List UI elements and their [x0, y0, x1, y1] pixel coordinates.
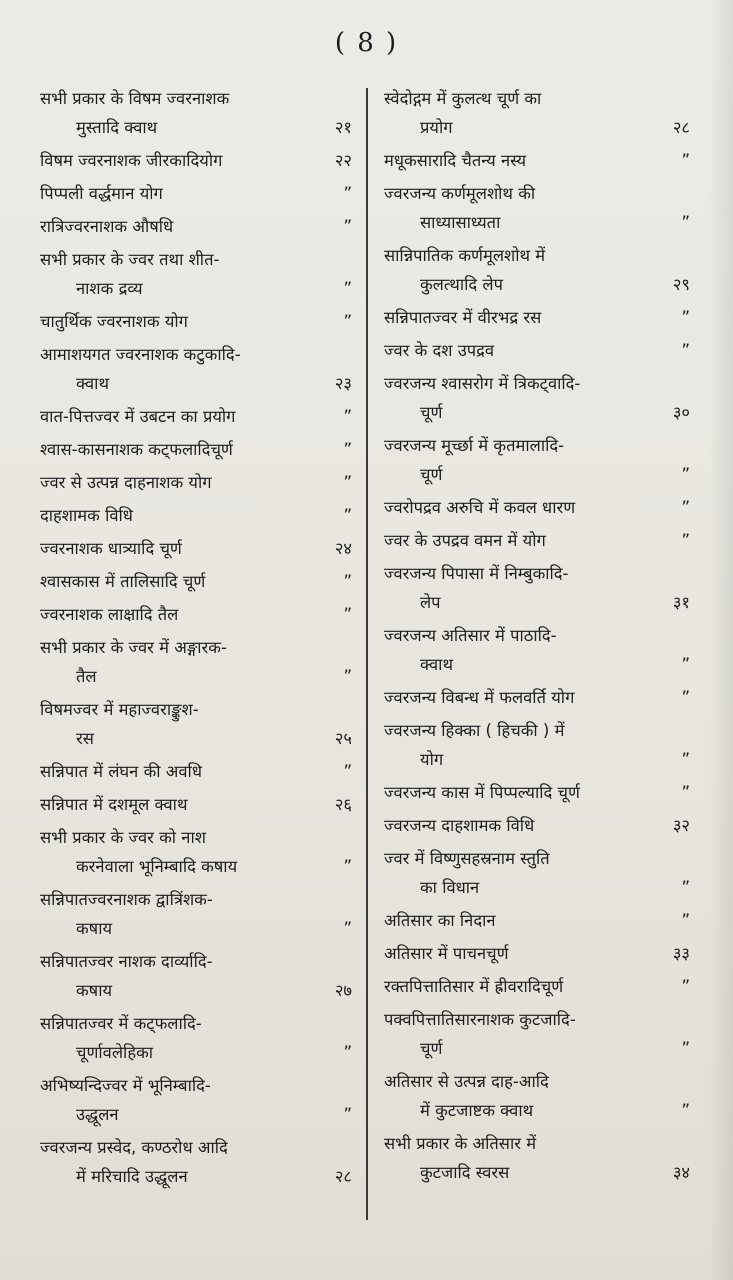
- index-entry: [384, 559, 690, 617]
- entry-page-number: ”: [681, 213, 690, 232]
- page-edge-shadow: [709, 0, 733, 1280]
- entry-page-number: ३३: [672, 944, 690, 963]
- entry-title-line: सान्निपातिक कर्णमूलशोथ में: [384, 246, 546, 265]
- entry-title-line: सन्निपात में दशमूल क्वाथ: [40, 795, 188, 814]
- index-entry: [384, 1129, 690, 1187]
- index-entry: [40, 633, 352, 691]
- entry-page-number: ”: [343, 407, 352, 426]
- entry-title-line: ज्वरनाशक लाक्षादि तैल: [40, 605, 179, 624]
- entry-title-line: क्वाथ: [76, 374, 109, 393]
- entry-title-line: क्वाथ: [420, 655, 453, 674]
- index-entry: [384, 526, 690, 555]
- entry-title-line: साध्यासाध्यता: [420, 213, 501, 232]
- entry-page-number: २९: [672, 275, 690, 294]
- entry-title-line: उद्धूलन: [76, 1105, 119, 1124]
- entry-title-line: सभी प्रकार के विषम ज्वरनाशक: [40, 89, 230, 108]
- index-entry: [40, 212, 352, 241]
- entry-title-line: ज्वरजन्य अतिसार में पाठादि-: [384, 626, 557, 645]
- entry-title-line: अतिसार से उत्पन्न दाह-आदि: [384, 1072, 549, 1091]
- entry-page-number: ”: [681, 783, 690, 802]
- entry-page-number: ”: [343, 312, 352, 331]
- index-entry: [384, 716, 690, 774]
- entry-title-line: ज्वर में विष्णुसहस्रनाम स्तुति: [384, 849, 550, 868]
- entry-page-number: २४: [334, 539, 352, 558]
- entry-title-line: लेप: [420, 593, 441, 612]
- entry-page-number: ”: [343, 279, 352, 298]
- entry-page-number: ३०: [672, 403, 690, 422]
- index-entry: [384, 431, 690, 489]
- index-entry: [384, 146, 690, 175]
- entry-page-number: ३२: [672, 816, 690, 835]
- entry-title-line: सभी प्रकार के ज्वर तथा शीत-: [40, 250, 220, 269]
- entry-title-line: नाशक द्रव्य: [76, 279, 143, 298]
- index-entry: [384, 336, 690, 365]
- entry-page-number: २२: [334, 151, 352, 170]
- entry-title-line: सन्निपात में लंघन की अवधि: [40, 762, 202, 781]
- entry-title-line: ज्वरजन्य पिपासा में निम्बुकादि-: [384, 564, 569, 583]
- index-entry: [40, 757, 352, 786]
- entry-title-line: विषम ज्वरनाशक जीरकादियोग: [40, 151, 223, 170]
- index-entry: [384, 778, 690, 807]
- entry-title-line: सभी प्रकार के ज्वर में अङ्गारक-: [40, 638, 227, 657]
- entry-title-line: पिप्पली वर्द्धमान योग: [40, 184, 163, 203]
- entry-page-number: ”: [681, 1039, 690, 1058]
- index-entry: [40, 146, 352, 175]
- index-entry: [40, 823, 352, 881]
- entry-page-number: २३: [334, 374, 352, 393]
- column-divider: [366, 88, 368, 1220]
- entry-title-line: ज्वरजन्य प्रस्वेद, कण्ठरोध आदि: [40, 1138, 228, 1157]
- entry-page-number: ”: [343, 473, 352, 492]
- entry-title-line: श्वासकास में तालिसादि चूर्ण: [40, 572, 206, 591]
- entry-title-line: सन्निपातज्वर में कट्फलादि-: [40, 1014, 202, 1033]
- entry-title-line: ज्वरजन्य श्वासरोग में त्रिकट्वादि-: [384, 374, 581, 393]
- left-column: [40, 84, 352, 1195]
- entry-page-number: २८: [334, 1167, 352, 1186]
- entry-page-number: २८: [672, 118, 690, 137]
- entry-page-number: ”: [343, 605, 352, 624]
- entry-page-number: ”: [681, 465, 690, 484]
- index-entry: [384, 493, 690, 522]
- entry-title-line: प्रयोग: [420, 118, 453, 137]
- entry-title-line: ज्वरजन्य हिक्का ( हिचकी ) में: [384, 721, 565, 740]
- entry-page-number: ”: [343, 919, 352, 938]
- index-entry: [40, 947, 352, 1005]
- entry-title-line: रात्रिज्वरनाशक औषधि: [40, 217, 174, 236]
- entry-title-line: अभिष्यन्दिज्वर में भूनिम्बादि-: [40, 1076, 211, 1095]
- entry-title-line: स्वेदोद्गम में कुलत्थ चूर्ण का: [384, 89, 542, 108]
- entry-page-number: ”: [343, 857, 352, 876]
- index-entry: [384, 811, 690, 840]
- entry-title-line: दाहशामक विधि: [40, 506, 133, 525]
- entry-title-line: ज्वरजन्य कास में पिप्पल्यादि चूर्ण: [384, 783, 580, 802]
- entry-title-line: ज्वरनाशक धात्र्यादि चूर्ण: [40, 539, 182, 558]
- index-entry: [384, 179, 690, 237]
- entry-page-number: ”: [681, 151, 690, 170]
- entry-title-line: चूर्ण: [420, 1039, 443, 1058]
- entry-title-line: ज्वर के उपद्रव वमन में योग: [384, 531, 546, 550]
- index-entry: [40, 567, 352, 596]
- index-entry: [40, 402, 352, 431]
- index-entry: [384, 241, 690, 299]
- entry-page-number: ”: [681, 977, 690, 996]
- index-entry: [40, 245, 352, 303]
- entry-title-line: कषाय: [76, 919, 113, 938]
- index-entry: [384, 1067, 690, 1125]
- index-entry: [40, 84, 352, 142]
- entry-title-line: अतिसार का निदान: [384, 911, 496, 930]
- entry-title-line: सभी प्रकार के ज्वर को नाश: [40, 828, 206, 847]
- entry-title-line: मुस्तादि क्वाथ: [76, 118, 158, 137]
- entry-title-line: ज्वर के दश उपद्रव: [384, 341, 495, 360]
- index-entry: [40, 501, 352, 530]
- entry-title-line: ज्वरोपद्रव अरुचि में कवल धारण: [384, 498, 576, 517]
- index-entry: [40, 1133, 352, 1191]
- entry-page-number: ”: [681, 911, 690, 930]
- entry-page-number: ”: [681, 655, 690, 674]
- entry-page-number: ”: [681, 878, 690, 897]
- entry-title-line: ज्वर से उत्पन्न दाहनाशक योग: [40, 473, 212, 492]
- entry-title-line: वात-पित्तज्वर में उबटन का प्रयोग: [40, 407, 236, 426]
- entry-title-line: सन्निपातज्वर नाशक दार्व्यादि-: [40, 952, 213, 971]
- entry-title-line: तैल: [76, 667, 97, 686]
- entry-title-line: चातुर्थिक ज्वरनाशक योग: [40, 312, 188, 331]
- entry-page-number: ”: [681, 341, 690, 360]
- index-entry: [40, 885, 352, 943]
- entry-page-number: ”: [343, 440, 352, 459]
- entry-page-number: २१: [334, 118, 352, 137]
- index-entry: [384, 303, 690, 332]
- entry-page-number: २५: [334, 729, 352, 748]
- entry-title-line: पक्वपित्तातिसारनाशक कुटजादि-: [384, 1010, 576, 1029]
- entry-page-number: ”: [343, 1043, 352, 1062]
- index-entry: [40, 340, 352, 398]
- entry-page-number: ”: [343, 184, 352, 203]
- entry-page-number: ”: [343, 667, 352, 686]
- entry-title-line: ज्वरजन्य दाहशामक विधि: [384, 816, 535, 835]
- index-entry: [384, 906, 690, 935]
- entry-title-line: श्वास-कासनाशक कट्फलादिचूर्ण: [40, 440, 233, 459]
- entry-title-line: चूर्ण: [420, 403, 443, 422]
- entry-page-number: २७: [334, 981, 352, 1000]
- entry-title-line: सभी प्रकार के अतिसार में: [384, 1134, 537, 1153]
- entry-title-line: में मरिचादि उद्धूलन: [76, 1167, 188, 1186]
- entry-title-line: सन्निपातज्वर में वीरभद्र रस: [384, 308, 542, 327]
- entry-title-line: योग: [420, 750, 444, 769]
- entry-title-line: चूर्णावलेहिका: [76, 1043, 154, 1062]
- entry-page-number: ”: [343, 506, 352, 525]
- entry-page-number: ”: [343, 572, 352, 591]
- index-entry: [40, 1009, 352, 1067]
- index-entry: [40, 790, 352, 819]
- index-entry: [40, 600, 352, 629]
- index-entry: [384, 621, 690, 679]
- entry-page-number: ३१: [672, 593, 690, 612]
- index-entry: [384, 844, 690, 902]
- entry-title-line: कुटजादि स्वरस: [420, 1163, 510, 1182]
- entry-title-line: ज्वरजन्य विबन्ध में फलवर्ति योग: [384, 688, 575, 707]
- entry-page-number: ”: [343, 762, 352, 781]
- entry-title-line: ज्वरजन्य मूर्च्छा में कृतमालादि-: [384, 436, 565, 455]
- right-column: [384, 84, 690, 1191]
- entry-title-line: सन्निपातज्वरनाशक द्वात्रिंशक-: [40, 890, 213, 909]
- entry-page-number: ”: [343, 217, 352, 236]
- entry-title-line: कुलत्थादि लेप: [420, 275, 503, 294]
- entry-page-number: ”: [681, 308, 690, 327]
- index-entry: [384, 369, 690, 427]
- entry-page-number: ”: [343, 1105, 352, 1124]
- entry-title-line: आमाशयगत ज्वरनाशक कटुकादि-: [40, 345, 241, 364]
- index-entry: [384, 84, 690, 142]
- entry-page-number: ३४: [672, 1163, 690, 1182]
- entry-title-line: अतिसार में पाचनचूर्ण: [384, 944, 509, 963]
- entry-page-number: ”: [681, 750, 690, 769]
- index-entry: [40, 695, 352, 753]
- index-entry: [384, 683, 690, 712]
- entry-page-number: ”: [681, 1101, 690, 1120]
- entry-title-line: विषमज्वर में महाज्वराङ्कुश-: [40, 700, 199, 719]
- entry-title-line: करनेवाला भूनिम्बादि कषाय: [76, 857, 238, 876]
- index-entry: [384, 939, 690, 968]
- entry-page-number: ”: [681, 531, 690, 550]
- index-entry: [40, 435, 352, 464]
- entry-title-line: मधूकसारादि चैतन्य नस्य: [384, 151, 527, 170]
- entry-page-number: २६: [334, 795, 352, 814]
- index-entry: [40, 534, 352, 563]
- index-entry: [384, 1005, 690, 1063]
- index-entry: [40, 307, 352, 336]
- index-entry: [40, 179, 352, 208]
- entry-title-line: चूर्ण: [420, 465, 443, 484]
- index-entry: [40, 1071, 352, 1129]
- index-entry: [384, 972, 690, 1001]
- page-number: ( 8 ): [334, 28, 399, 58]
- entry-title-line: कषाय: [76, 981, 113, 1000]
- entry-title-line: का विधान: [420, 878, 480, 897]
- entry-title-line: रक्तपित्तातिसार में ह्रीवरादिचूर्ण: [384, 977, 564, 996]
- entry-title-line: में कुटजाष्टक क्वाथ: [420, 1101, 534, 1120]
- entry-title-line: रस: [76, 729, 94, 748]
- index-entry: [40, 468, 352, 497]
- entry-page-number: ”: [681, 688, 690, 707]
- entry-title-line: ज्वरजन्य कर्णमूलशोथ की: [384, 184, 536, 203]
- entry-page-number: ”: [681, 498, 690, 517]
